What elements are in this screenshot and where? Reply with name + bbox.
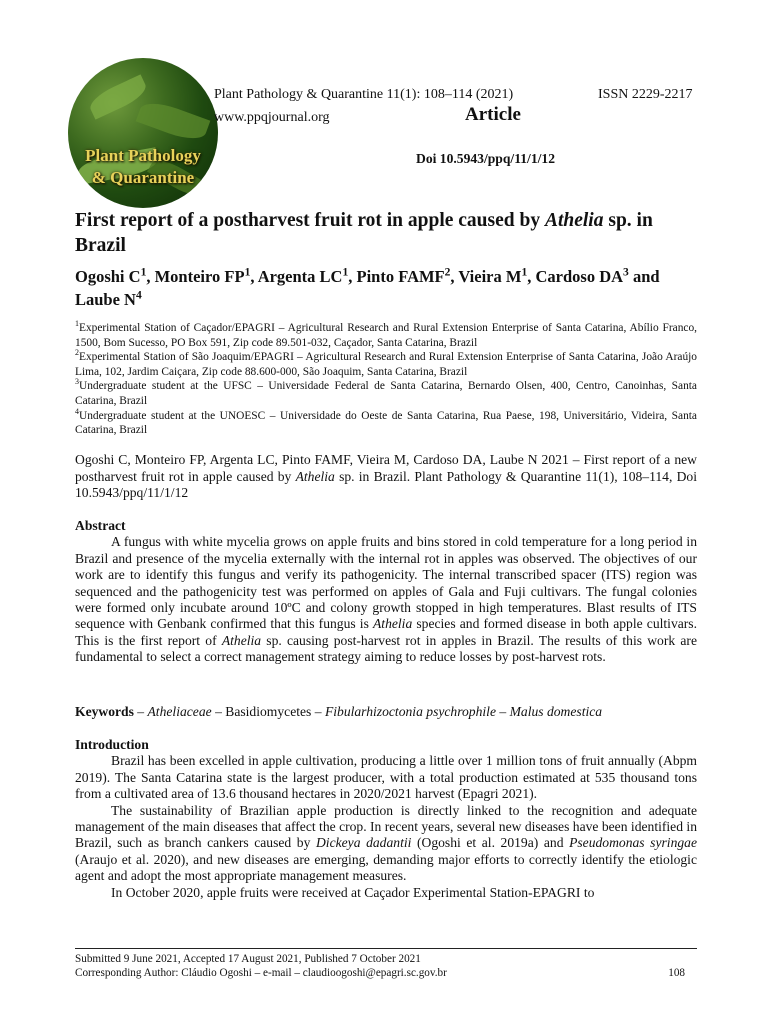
submission-dates: Submitted 9 June 2021, Accepted 17 August 2021, Published 7 October 2021 — [75, 953, 421, 965]
author: Monteiro FP — [154, 267, 245, 286]
author-affiliation-mark: 2 — [444, 266, 451, 279]
footer-divider — [75, 948, 697, 949]
introduction-paragraph — [75, 803, 697, 885]
author: Vieira M — [458, 267, 522, 286]
affiliation-number: 3 — [75, 377, 79, 387]
introduction-section — [75, 737, 697, 901]
author: Ogoshi C — [75, 267, 141, 286]
article-type: Article — [465, 104, 521, 125]
author-affiliation-mark: 4 — [135, 289, 142, 302]
affiliation-number: 1 — [75, 319, 79, 329]
title-text-end: sp. in Brazil — [75, 210, 653, 256]
keyword-separator: – — [211, 704, 226, 719]
affiliation-text: Experimental Station of Caçador/EPAGRI – Agricultural Research and Rural Extension Enterprise of Santa Catarina, Abílio Franco, 1500, Bom Sucesso, PO Box 591, Zip code 89.501-032, Caçador, Santa Catarina, Brazil — [75, 322, 697, 349]
author-list — [75, 265, 700, 311]
article-title — [75, 208, 700, 258]
author: Cardoso DA — [535, 267, 624, 286]
intro-text: The sustainability of Brazilian apple production is directly linked to the recognition and adequate management of the main diseases that affect the crop. In recent years, several new diseases have been identified in Brazil, such as branch cankers caused by — [75, 802, 697, 851]
journal-citation: Plant Pathology & Quarantine 11(1): 108–114 (2021) — [214, 87, 514, 102]
author-affiliation-mark: 1 — [140, 266, 147, 279]
author-separator: , — [527, 267, 536, 286]
introduction-paragraph: Brazil has been excelled in apple cultivation, producing a little over 1 million tons of fruit annually (Abpm 2019). The Santa Catarina state is the largest producer, with a total production estimated at 535 thousand tons from a cultivated area of 13.6 thousand hectares in 2020/2021 harvest (Epagri 2021). — [75, 753, 697, 802]
author-affiliation-mark: 3 — [623, 266, 629, 279]
author: Argenta LC — [257, 267, 343, 286]
author: Laube N — [75, 290, 136, 309]
corresponding-author: Corresponding Author: Cláudio Ogoshi – e-mail – claudioogoshi@epagri.sc.gov.br — [75, 967, 447, 979]
author: Pinto FAMF — [356, 267, 445, 286]
abstract-heading: Abstract — [75, 518, 126, 533]
affiliation — [75, 406, 697, 438]
affiliation-text: Experimental Station of São Joaquim/EPAGRI – Agricultural Research and Rural Extension Enterprise of Santa Catarina, João Araújo Lima, 102, Jardim Caiçara, Zip code 88.600-000, São Joaquim, Santa Catarina, Brazil — [75, 351, 697, 378]
author-separator: , — [348, 267, 357, 286]
abstract-section — [75, 518, 697, 666]
abstract-text: A fungus with white mycelia grows on apple fruits and bins stored in cold temperature for a long period in Brazil and presence of the mycelia externally with the internal rot in apples was observed. The objectives of our work are to identify this fungus and verify its pathogenicity. The internal transcribed spacer (ITS) region was sequenced and the pathogenicity test was performed on apples of Gala and Fuji cultivars. The fungal colonies were formed only incubate around 10ºC and colony growth stopped in high temperatures. Blast results of ITS sequence with Genbank confirmed that this fungus is — [75, 534, 697, 632]
intro-species: Pseudomonas syringae — [569, 835, 697, 851]
keyword-separator: – — [311, 704, 325, 719]
title-text: First report of a postharvest fruit rot in apple caused by — [75, 210, 545, 231]
keyword-separator: – — [133, 704, 148, 719]
author-separator: , — [450, 267, 459, 286]
abstract-genus: Athelia — [372, 616, 413, 632]
logo-leaf — [136, 97, 211, 145]
keyword: Fibularhizoctonia psychrophile — [324, 704, 496, 719]
affiliation — [75, 379, 697, 408]
title-genus: Athelia — [544, 210, 604, 231]
affiliation-number: 2 — [75, 348, 79, 358]
keyword: Atheliaceae — [147, 704, 212, 719]
issn: ISSN 2229-2217 — [598, 87, 693, 102]
journal-website-link[interactable]: www.ppqjournal.org — [214, 110, 330, 125]
affiliation-text: Undergraduate student at the UFSC – Universidade Federal de Santa Catarina, Bernardo Olsen, 400, Centro, Canoinhas, Santa Catarina, Brazil — [75, 380, 697, 407]
affiliation-number: 4 — [75, 406, 79, 416]
abstract-paragraph — [75, 534, 697, 665]
page-number: 108 — [668, 967, 685, 979]
author-separator: and — [628, 267, 660, 286]
affiliation — [75, 350, 697, 379]
author-affiliation-mark: 1 — [521, 266, 528, 279]
affiliation — [75, 321, 697, 350]
author-affiliation-mark: 1 — [244, 266, 251, 279]
author-separator: , — [250, 267, 258, 286]
abstract-text: species and formed disease in both apple cultivars. This is the first report of — [75, 616, 697, 648]
intro-species: Dickeya dadantii — [315, 835, 412, 851]
keyword: Basidiomycetes — [225, 704, 312, 719]
author-affiliation-mark: 1 — [342, 266, 349, 279]
intro-text: (Araujo et al. 2020), and new diseases are emerging, demanding major efforts to correctly identify the etiologic agent and adopt the most appropriate management measures. — [75, 851, 697, 884]
citation-text-end: sp. in Brazil. Plant Pathology & Quarantine 11(1), 108–114, Doi 10.5943/ppq/11/1/12 — [75, 468, 697, 500]
abstract-genus: Athelia — [221, 632, 262, 648]
citation-genus: Athelia — [295, 468, 335, 484]
abstract-text: sp. causing post-harvest rot in apples in Brazil. The results of this work are fundamental to select a correct management strategy aiming to reduce losses by post-harvest rots. — [75, 632, 697, 665]
citation-text: Ogoshi C, Monteiro FP, Argenta LC, Pinto FAMF, Vieira M, Cardoso DA, Laube N 2021 – First report of a new postharvest fruit rot in apple caused by — [75, 452, 697, 484]
introduction-paragraph: In October 2020, apple fruits were received at Caçador Experimental Station-EPAGRI to — [111, 884, 595, 900]
doi[interactable]: Doi 10.5943/ppq/11/1/12 — [416, 151, 555, 166]
how-to-cite — [75, 452, 697, 502]
keywords — [75, 704, 697, 721]
author-separator: , — [146, 267, 155, 286]
affiliations — [75, 321, 697, 438]
journal-logo — [68, 58, 218, 208]
logo-text-line2: & Quarantine — [91, 168, 195, 187]
intro-text: (Ogoshi et al. 2019a) and — [411, 835, 570, 851]
keyword: Malus domestica — [509, 704, 603, 719]
keywords-label: Keywords — [75, 704, 134, 719]
logo-text-line1: Plant Pathology — [85, 146, 201, 165]
introduction-heading: Introduction — [75, 737, 149, 752]
keyword-separator: – — [495, 704, 510, 719]
affiliation-text: Undergraduate student at the UNOESC – Universidade do Oeste de Santa Catarina, Rua Paese, 198, Universitário, Videira, Santa Catarina, Brazil — [75, 409, 697, 437]
